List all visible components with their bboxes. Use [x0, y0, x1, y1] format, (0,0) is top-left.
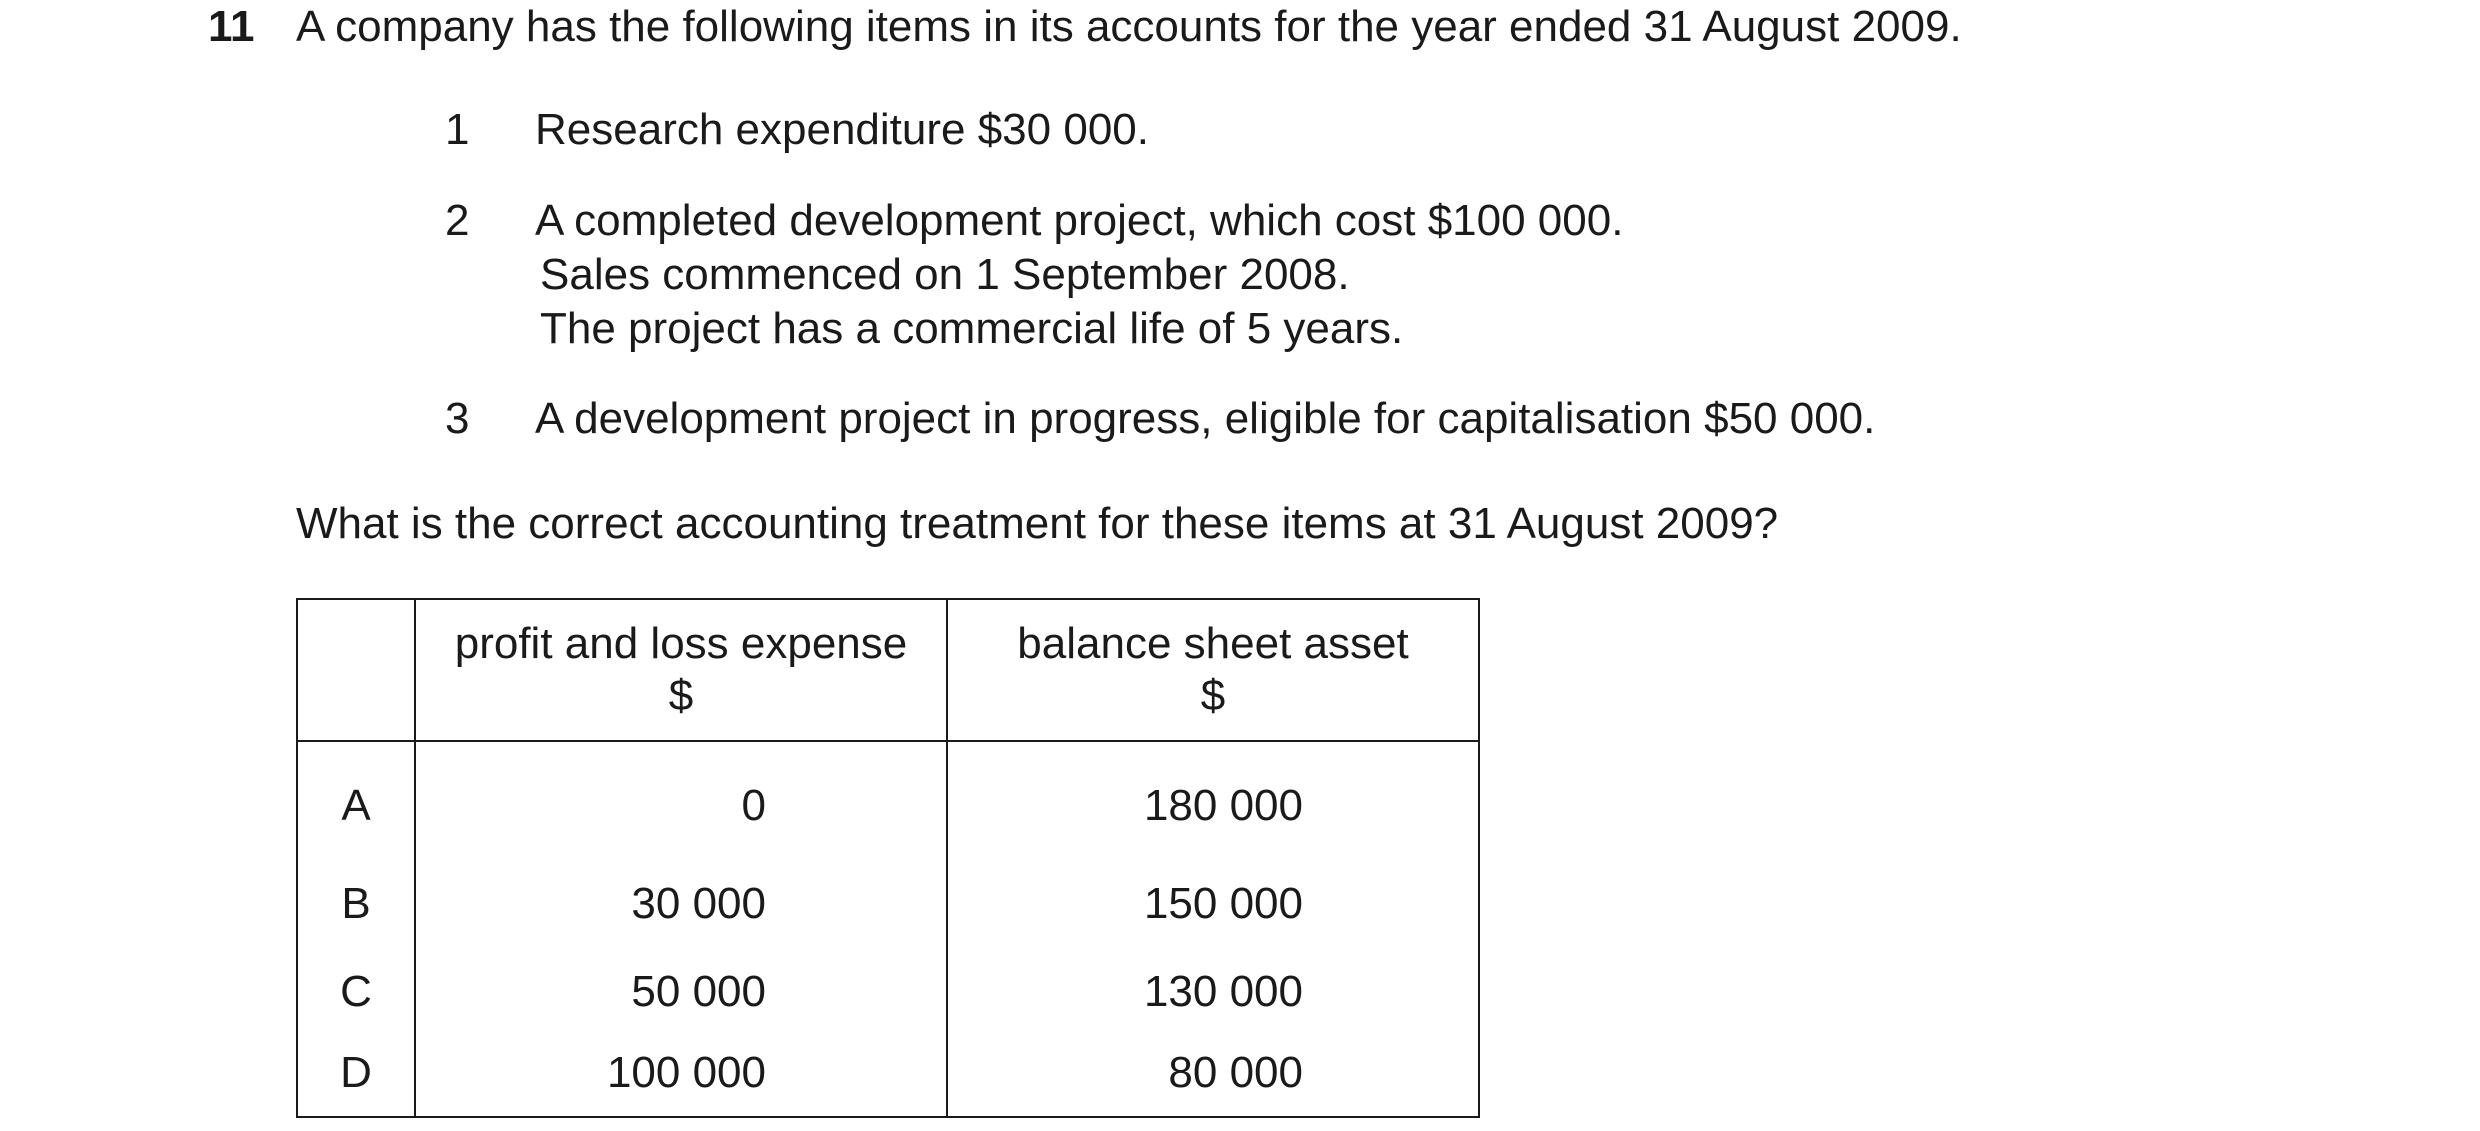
option-pl-value — [415, 948, 947, 1036]
option-letter: A — [297, 741, 415, 860]
item-number-2: 2 — [445, 196, 470, 245]
option-bs-value — [947, 741, 1479, 860]
table-row — [297, 948, 1479, 1036]
table-row — [297, 860, 1479, 948]
item-1-line-1: Research expenditure $30 000. — [535, 105, 1149, 154]
header-balance-sheet — [947, 599, 1479, 741]
item-2-line-1: A completed development project, which cost $100 000. — [535, 196, 1624, 245]
pl-value-text: 50 000 — [631, 967, 766, 1016]
question-number: 11 — [208, 2, 255, 51]
bs-value-text: 130 000 — [1143, 967, 1303, 1016]
item-2-line-2: Sales commenced on 1 September 2008. — [540, 250, 1350, 299]
option-letter: C — [297, 948, 415, 1036]
item-3-line-1: A development project in progress, eligible for capitalisation $50 000. — [535, 394, 1876, 443]
bs-value-text: 150 000 — [1143, 879, 1303, 928]
header-balance-sheet-label: balance sheet asset — [1017, 619, 1409, 668]
bs-value-text: 80 000 — [1168, 1048, 1303, 1097]
header-empty-cell — [297, 599, 415, 741]
option-letter: D — [297, 1036, 415, 1117]
question-intro: A company has the following items in its accounts for the year ended 31 August 2009. — [296, 2, 1962, 51]
option-bs-value — [947, 948, 1479, 1036]
item-number-3: 3 — [445, 394, 470, 443]
item-number-1: 1 — [445, 105, 470, 154]
item-text-3 — [535, 392, 1875, 446]
pl-value-text: 30 000 — [631, 879, 766, 928]
item-2-line-3: The project has a commercial life of 5 years. — [540, 304, 1404, 353]
option-bs-value — [947, 860, 1479, 948]
pl-value-text: 100 000 — [606, 1048, 766, 1097]
answer-options-table — [296, 598, 1480, 1118]
option-pl-value — [415, 1036, 947, 1117]
header-profit-loss-label: profit and loss expense — [454, 619, 908, 668]
item-text-1 — [535, 103, 1149, 157]
option-pl-value — [415, 860, 947, 948]
table-header-row — [297, 599, 1479, 741]
bs-value-text: 180 000 — [1143, 781, 1303, 830]
header-profit-loss — [415, 599, 947, 741]
option-letter: B — [297, 860, 415, 948]
option-bs-value — [947, 1036, 1479, 1117]
item-text-2 — [535, 194, 1623, 356]
option-pl-value — [415, 741, 947, 860]
header-profit-loss-unit: $ — [668, 671, 694, 720]
pl-value-text: 0 — [741, 781, 766, 830]
table-row — [297, 1036, 1479, 1117]
question-prompt: What is the correct accounting treatment for these items at 31 August 2009? — [296, 499, 1779, 548]
table-row — [297, 741, 1479, 860]
header-balance-sheet-unit: $ — [1200, 671, 1226, 720]
